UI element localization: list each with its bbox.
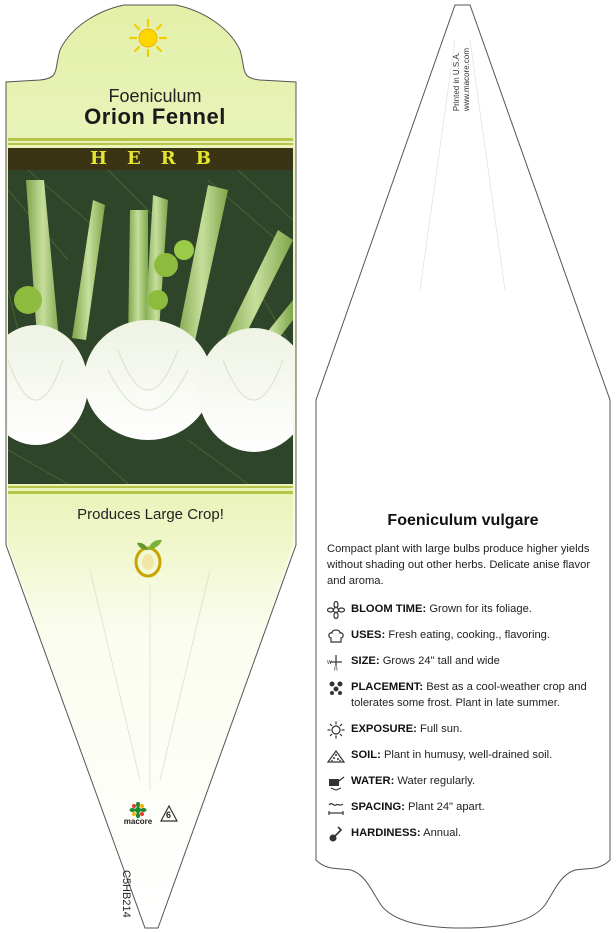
fact-value: Annual. (423, 827, 462, 839)
fact-label: USES: (351, 629, 386, 641)
fact-label: SOIL: (351, 749, 381, 761)
fact-label: SIZE: (351, 655, 380, 667)
macore-logo (120, 802, 156, 832)
svg-text:W: W (327, 660, 332, 666)
front-common-name: Orion Fennel (84, 104, 226, 129)
sprout-icon (132, 536, 164, 578)
fennel-photo (8, 170, 293, 484)
brand-name: macore (123, 817, 153, 826)
tagline: Produces Large Crop! (77, 506, 224, 523)
accent-stripe (8, 491, 293, 494)
accent-stripe (8, 486, 293, 488)
fact-value: Grows 24" tall and wide (382, 655, 500, 667)
sun-icon (327, 721, 345, 739)
placement-icon (327, 679, 345, 697)
fact-label: HARDINESS: (351, 827, 421, 839)
website: www.macore.com (462, 48, 471, 112)
accent-stripe (8, 143, 293, 145)
watering-can-icon (327, 773, 345, 791)
back-tag-outline (316, 5, 610, 928)
spacing-icon (327, 799, 345, 817)
fact-value: Best as a cool-weather crop and tolerates some frost. Plant in late summer. (351, 681, 587, 709)
fact-value: Grown for its foliage. (429, 603, 532, 615)
thermometer-icon (327, 825, 345, 843)
fact-label: PLACEMENT: (351, 681, 424, 693)
size-arrows-icon (327, 653, 345, 671)
fact-value: Plant in humusy, well-drained soil. (383, 749, 553, 761)
fact-value: Water regularly. (397, 775, 476, 787)
fact-value: Fresh eating, cooking., flavoring. (388, 629, 550, 641)
chef-hat-icon (327, 627, 345, 645)
soil-icon (327, 747, 345, 765)
botanical-name: Foeniculum vulgare (387, 512, 539, 529)
recycle-icon (160, 805, 178, 823)
product-code: C5HB214 (120, 870, 132, 918)
fact-label: BLOOM TIME: (351, 603, 427, 615)
sun-icon (128, 18, 168, 58)
accent-stripe (8, 138, 293, 141)
fact-label: SPACING: (351, 801, 405, 813)
svg-text:H: H (334, 667, 338, 671)
printed-line: Printed in U.S.A. (452, 51, 461, 112)
printed-info (452, 48, 472, 111)
description: Compact plant with large bulbs produce higher yields without shading out other herbs. Delicate anise flavor and aroma. (327, 543, 591, 587)
flower-icon (327, 601, 345, 619)
front-genus: Foeniculum (108, 86, 202, 106)
fact-value: Full sun. (420, 723, 463, 735)
recycle-number: 6 (166, 810, 172, 820)
category-band: HERB (8, 148, 293, 170)
fact-label: WATER: (351, 775, 395, 787)
fact-label: EXPOSURE: (351, 723, 417, 735)
fact-value: Plant 24" apart. (407, 801, 485, 813)
